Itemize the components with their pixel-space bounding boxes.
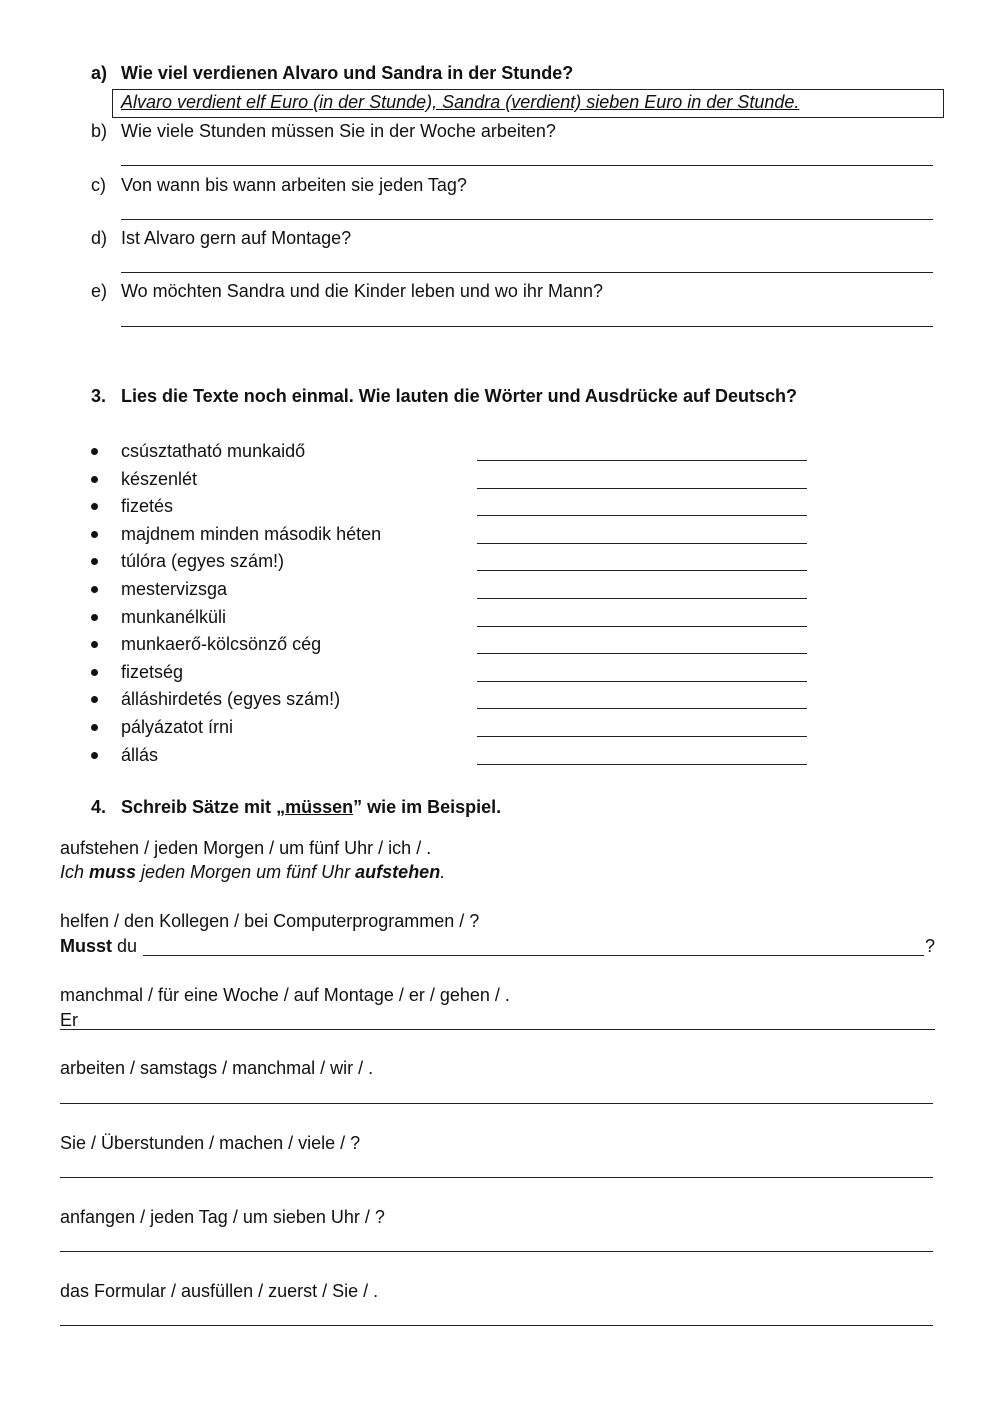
exercise-4-title bbox=[121, 797, 501, 818]
example-prompt: aufstehen / jeden Morgen / um fünf Uhr / ich / . bbox=[60, 838, 432, 858]
sentence-4-prompt: Sie / Überstunden / machen / viele / ? bbox=[60, 1133, 361, 1153]
bullet-icon bbox=[91, 724, 98, 731]
question-b-text: Wie viele Stunden müssen Sie in der Woche arbeiten? bbox=[121, 121, 556, 141]
example-answer bbox=[60, 862, 445, 883]
sentence-3-line[interactable] bbox=[60, 1103, 933, 1104]
question-e-label: e) bbox=[91, 281, 108, 301]
answer-a-text: Alvaro verdient elf Euro (in der Stunde), Sandra (verdient) sieben Euro in der Stunde. bbox=[121, 92, 800, 112]
vocab-term: fizetés bbox=[121, 496, 174, 517]
sentence-5-line[interactable] bbox=[60, 1251, 933, 1252]
exercise-4-quote-close: ” bbox=[353, 797, 363, 817]
vocab-term: készenlét bbox=[121, 468, 198, 489]
vocab-answer-line[interactable] bbox=[477, 736, 807, 737]
question-e-text: Wo möchten Sandra und die Kinder leben und wo ihr Mann? bbox=[121, 281, 603, 301]
vocab-term: fizetség bbox=[121, 661, 184, 682]
answer-b-line[interactable] bbox=[121, 165, 933, 166]
vocab-answer-line[interactable] bbox=[477, 598, 807, 599]
vocab-answer-line[interactable] bbox=[477, 543, 807, 544]
vocab-term: pályázatot írni bbox=[121, 717, 234, 737]
example-answer-part3: jeden Morgen um fünf Uhr bbox=[136, 862, 356, 882]
sentence-4-line[interactable] bbox=[60, 1177, 933, 1178]
bullet-icon bbox=[91, 558, 98, 565]
question-b-label: b) bbox=[91, 121, 108, 141]
bullet-icon bbox=[91, 752, 98, 759]
bullet-icon bbox=[91, 448, 98, 455]
sentence-1-prompt: helfen / den Kollegen / bei Computerprogrammen / ? bbox=[60, 911, 480, 931]
example-answer-infinitive: aufstehen bbox=[355, 862, 441, 882]
vocab-term: majdnem minden második héten bbox=[121, 523, 382, 544]
example-answer-period: . bbox=[440, 862, 446, 882]
vocab-term: munkaerő-kölcsönző cég bbox=[121, 634, 322, 655]
exercise-3-number: 3. bbox=[91, 386, 107, 406]
vocab-term: álláshirdetés (egyes szám!) bbox=[121, 689, 341, 710]
answer-c-line[interactable] bbox=[121, 219, 933, 220]
question-c-label: c) bbox=[91, 175, 106, 195]
vocab-answer-line[interactable] bbox=[477, 626, 807, 627]
vocab-answer-line[interactable] bbox=[477, 681, 807, 682]
sentence-2-start: Er bbox=[60, 1010, 78, 1030]
bullet-icon bbox=[91, 531, 98, 538]
sentence-2-prompt: manchmal / für eine Woche / auf Montage / er / gehen / . bbox=[60, 985, 510, 1005]
question-d-text: Ist Alvaro gern auf Montage? bbox=[121, 228, 352, 248]
sentence-1-line[interactable] bbox=[143, 955, 924, 956]
vocab-answer-line[interactable] bbox=[477, 570, 807, 571]
bullet-icon bbox=[91, 641, 98, 648]
vocab-answer-line[interactable] bbox=[477, 515, 807, 516]
question-c-text: Von wann bis wann arbeiten sie jeden Tag? bbox=[121, 175, 467, 195]
exercise-4-title-pre: Schreib Sätze mit bbox=[121, 797, 277, 817]
exercise-4-number: 4. bbox=[91, 797, 107, 817]
bullet-icon bbox=[91, 696, 98, 703]
vocab-answer-line[interactable] bbox=[477, 653, 807, 654]
example-answer-verb: muss bbox=[89, 862, 137, 882]
vocab-answer-line[interactable] bbox=[477, 488, 807, 489]
vocab-answer-line[interactable] bbox=[477, 460, 807, 461]
exercise-4-quote-open: „ bbox=[276, 797, 286, 817]
sentence-3-prompt: arbeiten / samstags / manchmal / wir / . bbox=[60, 1058, 374, 1078]
exercise-3-title: Lies die Texte noch einmal. Wie lauten die Wörter und Ausdrücke auf Deutsch? bbox=[121, 386, 797, 406]
answer-e-line[interactable] bbox=[121, 326, 933, 327]
question-d-label: d) bbox=[91, 228, 108, 248]
vocab-term: mestervizsga bbox=[121, 579, 228, 599]
sentence-6-line[interactable] bbox=[60, 1325, 933, 1326]
exercise-4-keyword: müssen bbox=[285, 797, 354, 817]
answer-a-box[interactable] bbox=[112, 89, 944, 118]
vocab-term: munkanélküli bbox=[121, 606, 227, 627]
vocab-answer-line[interactable] bbox=[477, 708, 807, 709]
sentence-1-start bbox=[60, 936, 137, 957]
sentence-6-prompt: das Formular / ausfüllen / zuerst / Sie / . bbox=[60, 1281, 379, 1301]
bullet-icon bbox=[91, 476, 98, 483]
bullet-icon bbox=[91, 586, 98, 593]
sentence-1-start-subject: du bbox=[112, 936, 138, 956]
exercise-4-title-post: wie im Beispiel. bbox=[362, 797, 502, 817]
sentence-1-start-verb: Musst bbox=[60, 936, 113, 956]
question-a-text: Wie viel verdienen Alvaro und Sandra in der Stunde? bbox=[121, 63, 574, 83]
example-answer-part1: Ich bbox=[60, 862, 90, 882]
bullet-icon bbox=[91, 503, 98, 510]
question-a-label: a) bbox=[91, 63, 108, 83]
vocab-term: állás bbox=[121, 744, 159, 765]
sentence-2-line[interactable] bbox=[60, 1029, 935, 1030]
sentence-5-prompt: anfangen / jeden Tag / um sieben Uhr / ? bbox=[60, 1207, 385, 1227]
vocab-term: csúsztatható munkaidő bbox=[121, 441, 306, 461]
bullet-icon bbox=[91, 614, 98, 621]
vocab-term: túlóra (egyes szám!) bbox=[121, 551, 285, 572]
answer-d-line[interactable] bbox=[121, 272, 933, 273]
bullet-icon bbox=[91, 669, 98, 676]
sentence-1-end: ? bbox=[925, 936, 936, 956]
vocab-answer-line[interactable] bbox=[477, 764, 807, 765]
